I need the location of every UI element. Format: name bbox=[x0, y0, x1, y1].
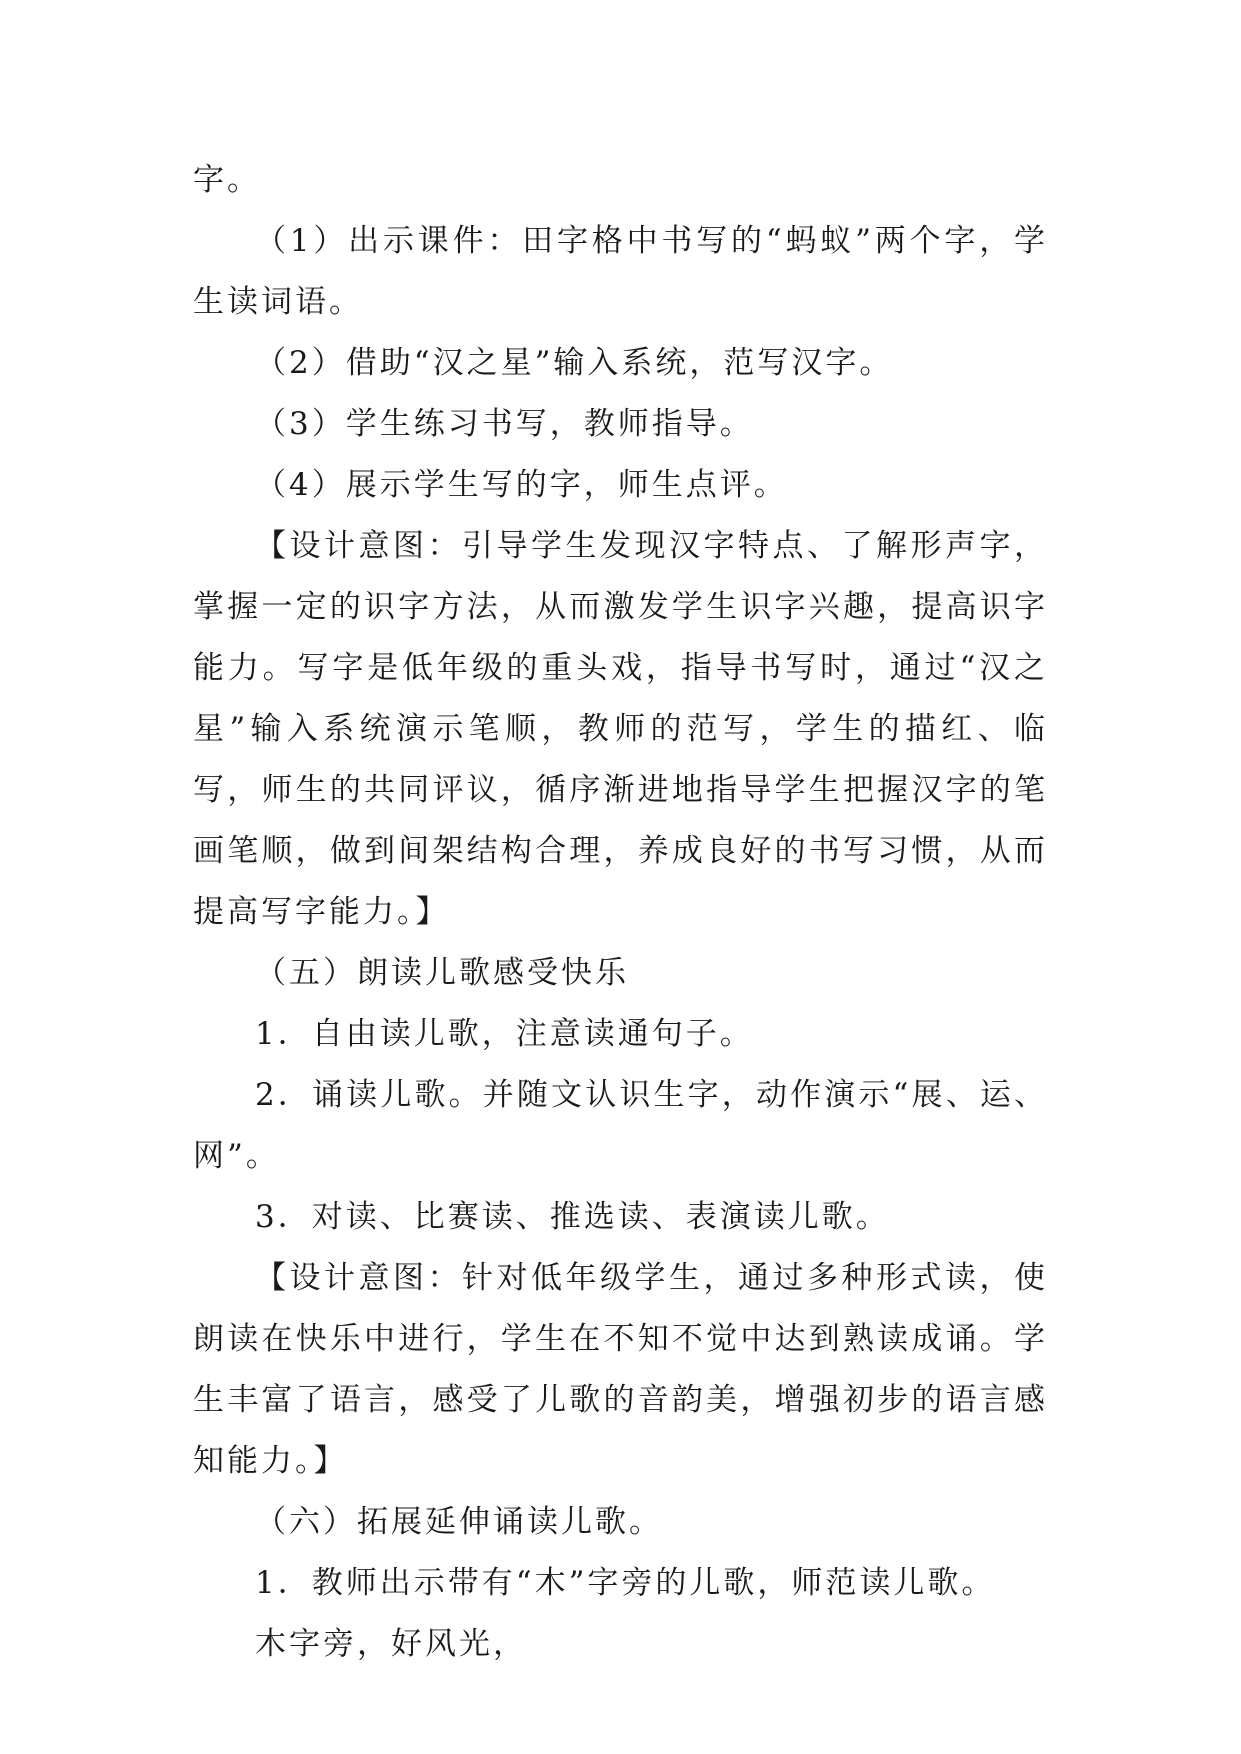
document-body bbox=[193, 150, 1048, 1675]
paragraph-item-1b: 1．教师出示带有“木”字旁的儿歌，师范读儿歌。 bbox=[255, 1565, 996, 1601]
paragraph-continuation: 字。 bbox=[193, 162, 261, 198]
paragraph-item-1: 1．自由读儿歌，注意读通句子。 bbox=[255, 1016, 754, 1052]
paragraph-design-intent-2: 【设计意图：针对低年级学生，通过多种形式读，使朗读在快乐中进行，学生在不知不觉中达到熟读成诵。学生丰富了语言，感受了儿歌的音韵美，增强初步的语言感知能力。】 bbox=[193, 1260, 1048, 1479]
paragraph-step-1: （1）出示课件：田字格中书写的“蚂蚁”两个字，学生读词语。 bbox=[193, 223, 1048, 320]
paragraph-design-intent-1: 【设计意图：引导学生发现汉字特点、了解形声字，掌握一定的识字方法，从而激发学生识字兴趣，提高识字能力。写字是低年级的重头戏，指导书写时，通过“汉之星”输入系统演示笔顺，教师的范写，学生的描红、临写，师生的共同评议，循序渐进地指导学生把握汉字的笔画笔顺，做到间架结构合理，养成良好的书写习惯，从而提高写字能力。】 bbox=[193, 528, 1048, 930]
paragraph-step-2: （2）借助“汉之星”输入系统，范写汉字。 bbox=[255, 345, 894, 381]
section-heading-6: （六）拓展延伸诵读儿歌。 bbox=[255, 1504, 663, 1540]
paragraph-step-4: （4）展示学生写的字，师生点评。 bbox=[255, 467, 788, 503]
paragraph-item-2: 2．诵读儿歌。并随文认识生字，动作演示“展、运、网”。 bbox=[193, 1077, 1048, 1174]
section-heading-5: （五）朗读儿歌感受快乐 bbox=[255, 955, 629, 991]
paragraph-step-3: （3）学生练习书写，教师指导。 bbox=[255, 406, 754, 442]
paragraph-item-3: 3．对读、比赛读、推选读、表演读儿歌。 bbox=[255, 1199, 890, 1235]
paragraph-poem-line: 木字旁，好风光， bbox=[255, 1626, 527, 1662]
